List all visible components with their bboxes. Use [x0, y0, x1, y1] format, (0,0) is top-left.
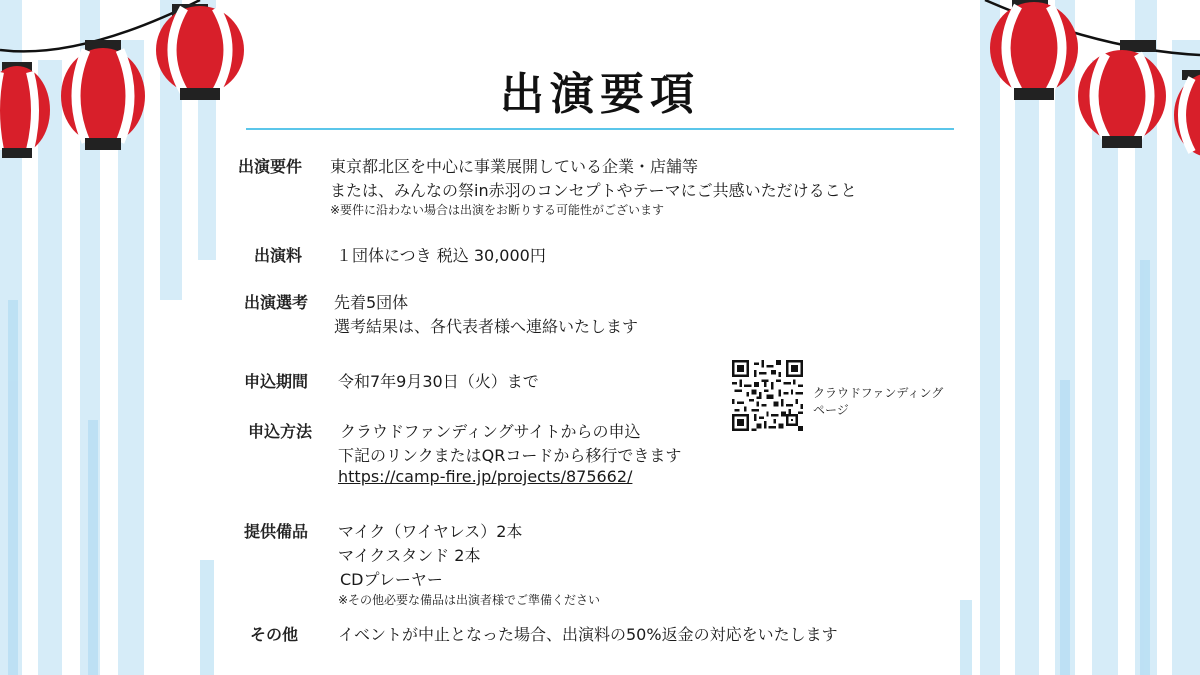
- requirements-line-1: 東京都北区を中心に事業展開している企業・店舗等: [330, 157, 699, 176]
- label-other: その他: [249, 625, 298, 644]
- method-line-1: クラウドファンディングサイトからの申込: [340, 422, 641, 441]
- selection-line-1: 先着5団体: [334, 293, 409, 312]
- crowdfunding-link[interactable]: https://camp-fire.jp/projects/875662/: [338, 467, 633, 486]
- requirements-line-2: または、みんなの祭in赤羽のコンセプトやテーマにご共感いただけること: [330, 181, 857, 200]
- method-line-2: 下記のリンクまたはQRコードから移行できます: [338, 446, 682, 465]
- label-method: 申込方法: [247, 422, 312, 441]
- equipment-note: ※その他必要な備品は出演者様でご準備ください: [338, 593, 601, 607]
- qr-caption-line-2: ページ: [813, 403, 849, 417]
- equipment-line-2: マイクスタンド 2本: [338, 546, 481, 565]
- equipment-line-1: マイク（ワイヤレス）2本: [338, 522, 523, 541]
- page-title: 出演要項: [500, 69, 700, 120]
- period-line-1: 令和7年9月30日（火）まで: [338, 372, 539, 391]
- label-equipment: 提供備品: [243, 522, 308, 541]
- requirements-note: ※要件に沿わない場合は出演をお断りする可能性がございます: [330, 203, 665, 217]
- label-period: 申込期間: [243, 372, 308, 391]
- label-requirements: 出演要件: [237, 157, 302, 176]
- label-fee: 出演料: [253, 246, 302, 265]
- label-selection: 出演選考: [243, 293, 308, 312]
- equipment-line-3: CDプレーヤー: [340, 570, 443, 589]
- title-underline: [246, 128, 954, 130]
- selection-line-2: 選考結果は、各代表者様へ連絡いたします: [334, 317, 639, 336]
- fee-line-1: １団体につき 税込 30,000円: [336, 246, 546, 265]
- qr-caption: [813, 385, 943, 419]
- qr-code-icon[interactable]: [732, 360, 803, 431]
- other-line-1: イベントが中止となった場合、出演料の50%返金の対応をいたします: [338, 625, 838, 644]
- qr-caption-line-1: クラウドファンディング: [813, 386, 944, 400]
